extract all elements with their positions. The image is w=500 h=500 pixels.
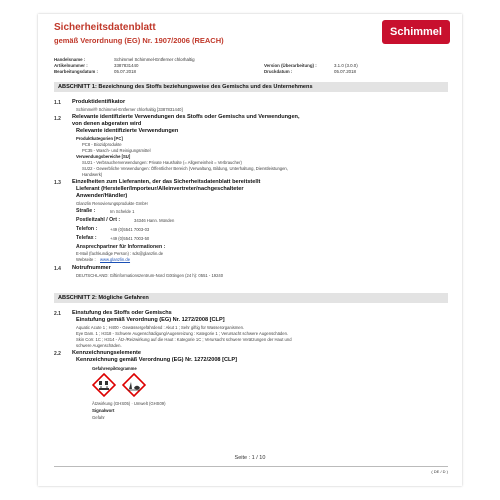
pc-item-2: PC35 - Wasch- und Reinigungsmittel — [82, 148, 151, 153]
s22-number: 2.2 — [54, 351, 61, 357]
s12-heading-a: Relevante identifizierte Verwendungen des Stoffs oder Gemischs und Verwendungen, — [72, 114, 300, 120]
postal-label: Postleitzahl / Ort : — [76, 217, 121, 223]
corrosion-pictogram-icon — [92, 373, 116, 397]
s11-heading: Produktidentifikator — [72, 99, 126, 105]
contact-email: E-Mail (fachkundige Person) : sds@glanzlin.de — [76, 251, 164, 256]
s22-subheading: Kennzeichnung gemäß Verordnung (EG) Nr. 1272/2008 [CLP] — [76, 357, 238, 363]
su-item-2: SU22 - Gewerbliche Verwendungen: Öffentlicher Bereich (Verwaltung, Bildung, Unterhaltung, Dienstleistungen, — [82, 166, 288, 171]
ghs-caption: Ätzwirkung (GHS05) · Umwelt (GHS09) — [92, 401, 166, 406]
section-2-header: ABSCHNITT 2: Mögliche Gefahren — [54, 293, 448, 303]
supplier-name: Glanzlin Renovierungsprodukte GmbH — [76, 201, 148, 206]
druck-label: Druckdatum : — [264, 68, 293, 74]
version-label: Version (Überarbeitung) : — [264, 62, 317, 68]
s13-subheading-b: Anwender/Händler) — [76, 193, 128, 199]
handelsname-label: Handelsname : — [54, 56, 86, 62]
contact-heading: Ansprechpartner für Informationen : — [76, 244, 166, 250]
section-1-header: ABSCHNITT 1: Bezeichnung des Stoffs beziehungsweise des Gemischs und des Unternehmens — [54, 82, 448, 92]
s21-line-2: Eye Dam. 1 ; H318 - Schwere Augenschädigung/Augenreizung : Kategorie 1 ; Verursacht schwere Augenschäden. — [76, 331, 289, 336]
s11-text: Schimmel® Schimmel-Entferner chlorhaltig [3387831440] — [76, 107, 183, 112]
s21-line-3: Skin Corr. 1C ; H314 - Ätz-/Reizwirkung auf die Haut : Kategorie 1C ; Verursacht schwere Verätzungen der Haut und — [76, 337, 292, 342]
s22-heading: Kennzeichnungselemente — [72, 350, 142, 356]
locale-code: ( DE / D ) — [431, 469, 448, 474]
su-item-1: SU21 - Verbraucherverwendungen: Private Haushalte (= Allgemeinheit = Verbraucher) — [82, 160, 242, 165]
phone-label: Telefon : — [76, 226, 98, 232]
pc-item-1: PC8 - Biozidprodukte — [82, 142, 122, 147]
artikelnummer-value: 3387831440 — [114, 62, 139, 68]
s21-line-1: Aquatic Acute 1 ; H400 - Gewässergefährdend : Akut 1 ; Sehr giftig für Wasserorganismen. — [76, 325, 245, 330]
document-subtitle: gemäß Verordnung (EG) Nr. 1907/2006 (REACH) — [54, 36, 224, 45]
sds-page — [38, 14, 462, 486]
ghs-pictograms — [92, 373, 146, 397]
street-value: Im Schelde 1 — [110, 209, 135, 214]
s13-number: 1.3 — [54, 180, 61, 186]
s12-heading-b: von denen abgeraten wird — [72, 121, 142, 127]
section-1-body — [54, 100, 448, 290]
s14-text: DEUTSCHLAND: Giftinformationszentrum-Nord Göttingen (24 h): 0551 - 19240 — [76, 273, 224, 278]
website-link[interactable]: www.glanzlin.de — [100, 257, 131, 262]
s12-subheading: Relevante identifizierte Verwendungen — [76, 128, 179, 134]
page-number: Seite : 1 / 10 — [234, 455, 266, 461]
druck-value: 05.07.2018 — [334, 68, 356, 74]
s14-heading: Notrufnummer — [72, 265, 111, 271]
document-title: Sicherheitsdatenblatt — [54, 22, 156, 33]
bearbeitung-value: 05.07.2018 — [114, 68, 136, 74]
s21-subheading: Einstufung gemäß Verordnung (EG) Nr. 1272/2008 [CLP] — [76, 317, 225, 323]
s14-number: 1.4 — [54, 266, 61, 272]
product-meta-table — [54, 56, 448, 74]
section-2-body — [54, 311, 448, 451]
signal-word-label: Signalwort — [92, 408, 115, 413]
artikelnummer-label: Artikelnummer : — [54, 62, 88, 68]
su-item-3: Handwerk) — [82, 172, 103, 177]
postal-value: 34346 Hann. Münden — [134, 218, 175, 223]
version-value: 3.1.0 (3.0.0) — [334, 62, 358, 68]
pc-label: Produktkategorien [PC] — [76, 136, 123, 141]
bearbeitung-label: Bearbeitungsdatum : — [54, 68, 98, 74]
signal-word-value: Gefahr — [92, 415, 105, 420]
s21-heading: Einstufung des Stoffs oder Gemischs — [72, 310, 172, 316]
s11-number: 1.1 — [54, 100, 61, 106]
s12-number: 1.2 — [54, 116, 61, 122]
s13-heading: Einzelheiten zum Lieferanten, der das Sicherheitsdatenblatt bereitstellt — [72, 179, 261, 185]
ghs-label: Gefahrenpiktogramme — [92, 366, 137, 371]
handelsname-value: Schimmel Schimmel-Entferner chlorhaltig — [114, 56, 195, 62]
street-label: Straße : — [76, 208, 96, 214]
phone-value: +49 (0)5541 7003-03 — [110, 227, 150, 232]
s13-subheading-a: Lieferant (Hersteller/Importeur/Alleinvertreter/nachgeschalteter — [76, 186, 244, 192]
s21-line-4: schwere Augenschäden. — [76, 343, 122, 348]
brand-logo: Schimmel — [382, 20, 450, 44]
environment-pictogram-icon — [122, 373, 146, 397]
website-label: Webseite : — [76, 257, 96, 262]
su-label: Verwendungsbereiche [SU] — [76, 154, 131, 159]
fax-label: Telefax : — [76, 235, 97, 241]
s21-number: 2.1 — [54, 311, 61, 317]
fax-value: +49 (0)5541 7003-50 — [110, 236, 150, 241]
footer-divider — [54, 466, 448, 467]
